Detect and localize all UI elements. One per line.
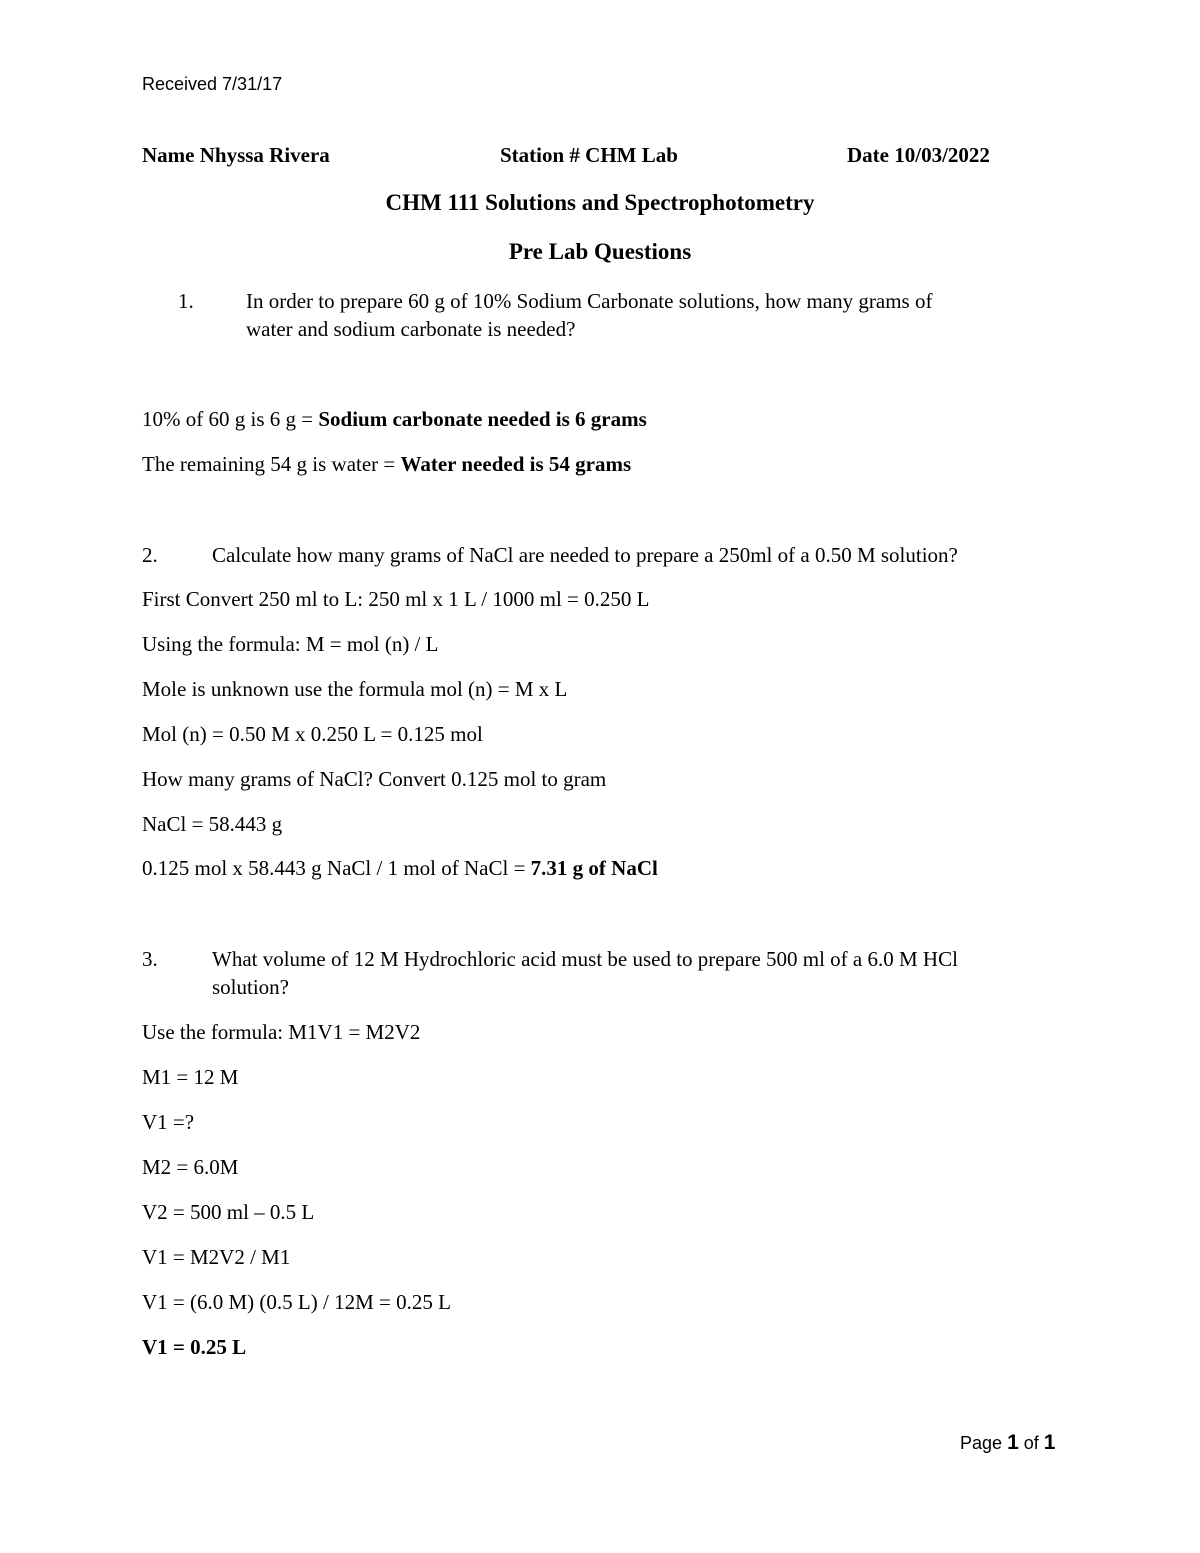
q3-step: V1 = M2V2 / M1	[142, 1245, 291, 1269]
q1-answer-1	[142, 405, 647, 433]
q2-final-result: 7.31 g of NaCl	[530, 856, 658, 880]
q1-answer-2	[142, 450, 631, 478]
q2-step: Mole is unknown use the formula mol (n) = M x L	[142, 677, 568, 701]
page-label: Page	[960, 1433, 1003, 1453]
q2-step: First Convert 250 ml to L: 250 ml x 1 L / 1000 ml = 0.250 L	[142, 587, 650, 611]
date: Date 10/03/2022	[847, 143, 990, 167]
q3-step: V2 = 500 ml – 0.5 L	[142, 1200, 315, 1224]
q3-step: M2 = 6.0M	[142, 1155, 239, 1179]
q3-final: V1 = 0.25 L	[142, 1335, 247, 1359]
document-subtitle: Pre Lab Questions	[508, 239, 692, 264]
document-title: CHM 111 Solutions and Spectrophotometry	[385, 190, 815, 215]
of-label: of	[1023, 1433, 1039, 1453]
q1-question-line1: In order to prepare 60 g of 10% Sodium Carbonate solutions, how many grams of	[246, 289, 933, 313]
q1-question-line2: water and sodium carbonate is needed?	[246, 317, 576, 341]
q3-step: M1 = 12 M	[142, 1065, 239, 1089]
q3-step: V1 = (6.0 M) (0.5 L) / 12M = 0.25 L	[142, 1290, 451, 1314]
q1-answer-2-text: The remaining 54 g is water =	[142, 452, 401, 476]
q2-final-text: 0.125 mol x 58.443 g NaCl / 1 mol of NaCl =	[142, 856, 531, 880]
q3-question-line2: solution?	[212, 975, 289, 999]
page-footer	[960, 1431, 1055, 1455]
page-total: 1	[1043, 1431, 1056, 1454]
q3-step: V1 =?	[142, 1110, 195, 1134]
q3-number: 3.	[142, 947, 158, 971]
q2-final	[142, 854, 658, 882]
q1-number: 1.	[178, 289, 194, 313]
q2-step: How many grams of NaCl? Convert 0.125 mol to gram	[142, 767, 607, 791]
received-stamp: Received 7/31/17	[142, 74, 283, 94]
q2-question: Calculate how many grams of NaCl are needed to prepare a 250ml of a 0.50 M solution?	[212, 543, 958, 567]
q3-question-line1: What volume of 12 M Hydrochloric acid must be used to prepare 500 ml of a 6.0 M HCl	[212, 947, 958, 971]
q1-answer-2-result: Water needed is 54 grams	[400, 452, 632, 476]
q2-step: Mol (n) = 0.50 M x 0.250 L = 0.125 mol	[142, 722, 483, 746]
q1-answer-1-text: 10% of 60 g is 6 g =	[142, 407, 319, 431]
q2-number: 2.	[142, 543, 158, 567]
station: Station # CHM Lab	[500, 143, 678, 167]
q1-answer-1-result: Sodium carbonate needed is 6 grams	[318, 407, 647, 431]
page-number: 1	[1007, 1431, 1019, 1454]
q3-step: Use the formula: M1V1 = M2V2	[142, 1020, 421, 1044]
student-name: Name Nhyssa Rivera	[142, 143, 330, 167]
q2-step: NaCl = 58.443 g	[142, 812, 283, 836]
q2-step: Using the formula: M = mol (n) / L	[142, 632, 439, 656]
